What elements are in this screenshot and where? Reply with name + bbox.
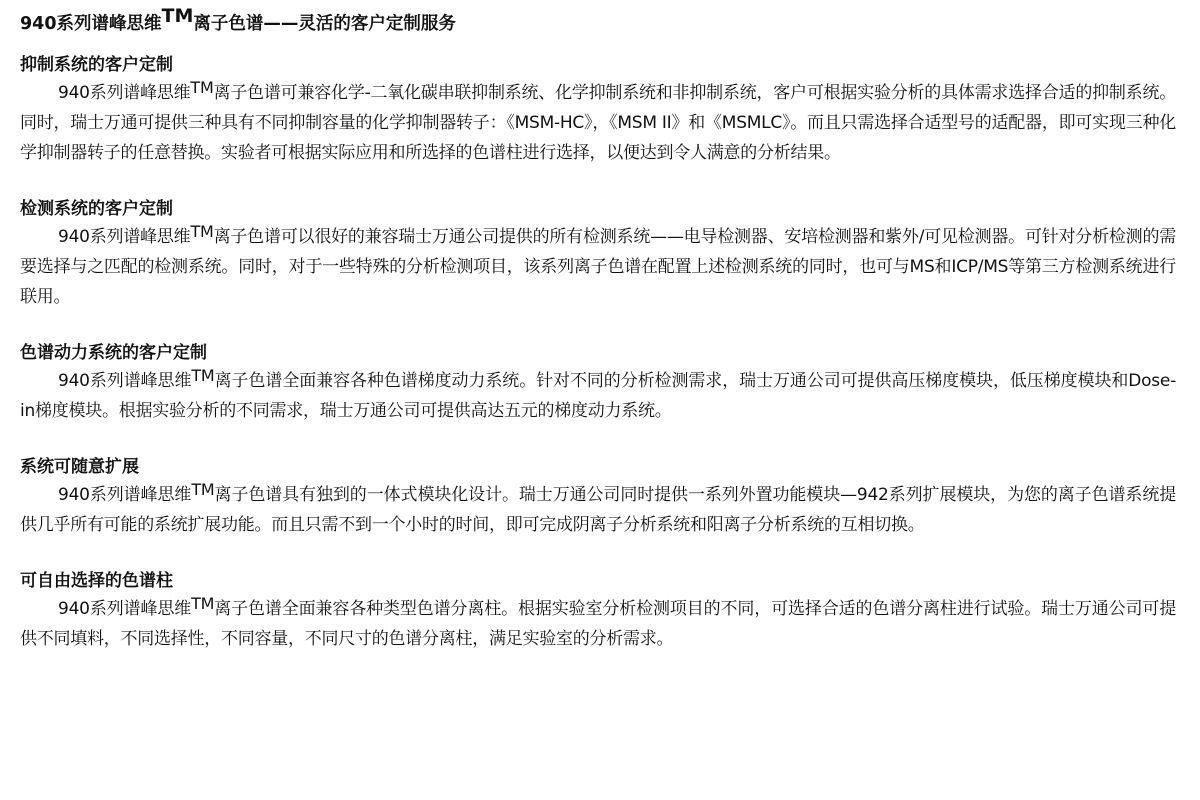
- section-paragraph: [20, 594, 1176, 654]
- section-heading: 检测系统的客户定制: [20, 199, 173, 219]
- section-pump-system: [20, 340, 1176, 426]
- page-title: [20, 5, 1176, 38]
- trademark-mark: TM: [161, 5, 194, 27]
- section-expansion: [20, 454, 1176, 540]
- trademark-mark: TM: [191, 594, 215, 613]
- section-suppression: [20, 52, 1176, 168]
- paragraph-text: 离子色谱全面兼容各种色谱梯度动力系统。针对不同的分析检测需求，瑞士万通公司可提供高压梯度模块，低压梯度模块和Dose-in梯度模块。根据实验分析的不同需求，瑞士万通公司可提供高达五元的梯度动力系统。: [20, 371, 1176, 421]
- product-name: 940系列谱峰思维: [58, 227, 191, 247]
- section-paragraph: [20, 480, 1176, 540]
- trademark-mark: TM: [190, 78, 214, 97]
- trademark-mark: TM: [190, 222, 214, 241]
- product-name: 940系列谱峰思维: [58, 83, 191, 103]
- section-heading: 抑制系统的客户定制: [20, 55, 173, 75]
- product-name: 940系列谱峰思维: [58, 371, 192, 391]
- section-paragraph: [20, 222, 1176, 312]
- trademark-mark: TM: [191, 366, 215, 385]
- section-heading: 系统可随意扩展: [20, 457, 139, 477]
- paragraph-text: 离子色谱可兼容化学-二氧化碳串联抑制系统、化学抑制系统和非抑制系统，客户可根据实验分析的具体需求选择合适的抑制系统。同时，瑞士万通可提供三种具有不同抑制容量的化学抑制器转子：《MSM-HC》，《MSM II》和《MSMLC》。而且只需选择合适型号的适配器，即可实现三种化学抑制器转子的任意替换。实验者可根据实际应用和所选择的色谱柱进行选择，以便达到令人满意的分析结果。: [20, 83, 1176, 163]
- paragraph-text: 离子色谱全面兼容各种类型色谱分离柱。根据实验室分析检测项目的不同，可选择合适的色谱分离柱进行试验。瑞士万通公司可提供不同填料，不同选择性，不同容量，不同尺寸的色谱分离柱，满足实验室的分析需求。: [20, 599, 1177, 649]
- trademark-mark: TM: [191, 480, 215, 499]
- title-prefix: 940系列谱峰思维: [20, 14, 162, 34]
- section-paragraph: [20, 366, 1176, 426]
- paragraph-text: 离子色谱具有独到的一体式模块化设计。瑞士万通公司同时提供一系列外置功能模块—942系列扩展模块，为您的离子色谱系统提供几乎所有可能的系统扩展功能。而且只需不到一个小时的时间，即可完成阴离子分析系统和阳离子分析系统的互相切换。: [20, 485, 1176, 535]
- section-heading: 可自由选择的色谱柱: [20, 571, 173, 591]
- section-columns: [20, 568, 1176, 654]
- section-heading: 色谱动力系统的客户定制: [20, 343, 207, 363]
- product-name: 940系列谱峰思维: [58, 599, 192, 619]
- title-suffix: 离子色谱——灵活的客户定制服务: [193, 14, 456, 34]
- product-name: 940系列谱峰思维: [58, 485, 192, 505]
- section-detection: [20, 196, 1176, 312]
- paragraph-text: 离子色谱可以很好的兼容瑞士万通公司提供的所有检测系统——电导检测器、安培检测器和紫外/可见检测器。可针对分析检测的需要选择与之匹配的检测系统。同时，对于一些特殊的分析检测项目，该系列离子色谱在配置上述检测系统的同时，也可与MS和ICP/MS等第三方检测系统进行联用。: [20, 227, 1177, 307]
- section-paragraph: [20, 78, 1176, 168]
